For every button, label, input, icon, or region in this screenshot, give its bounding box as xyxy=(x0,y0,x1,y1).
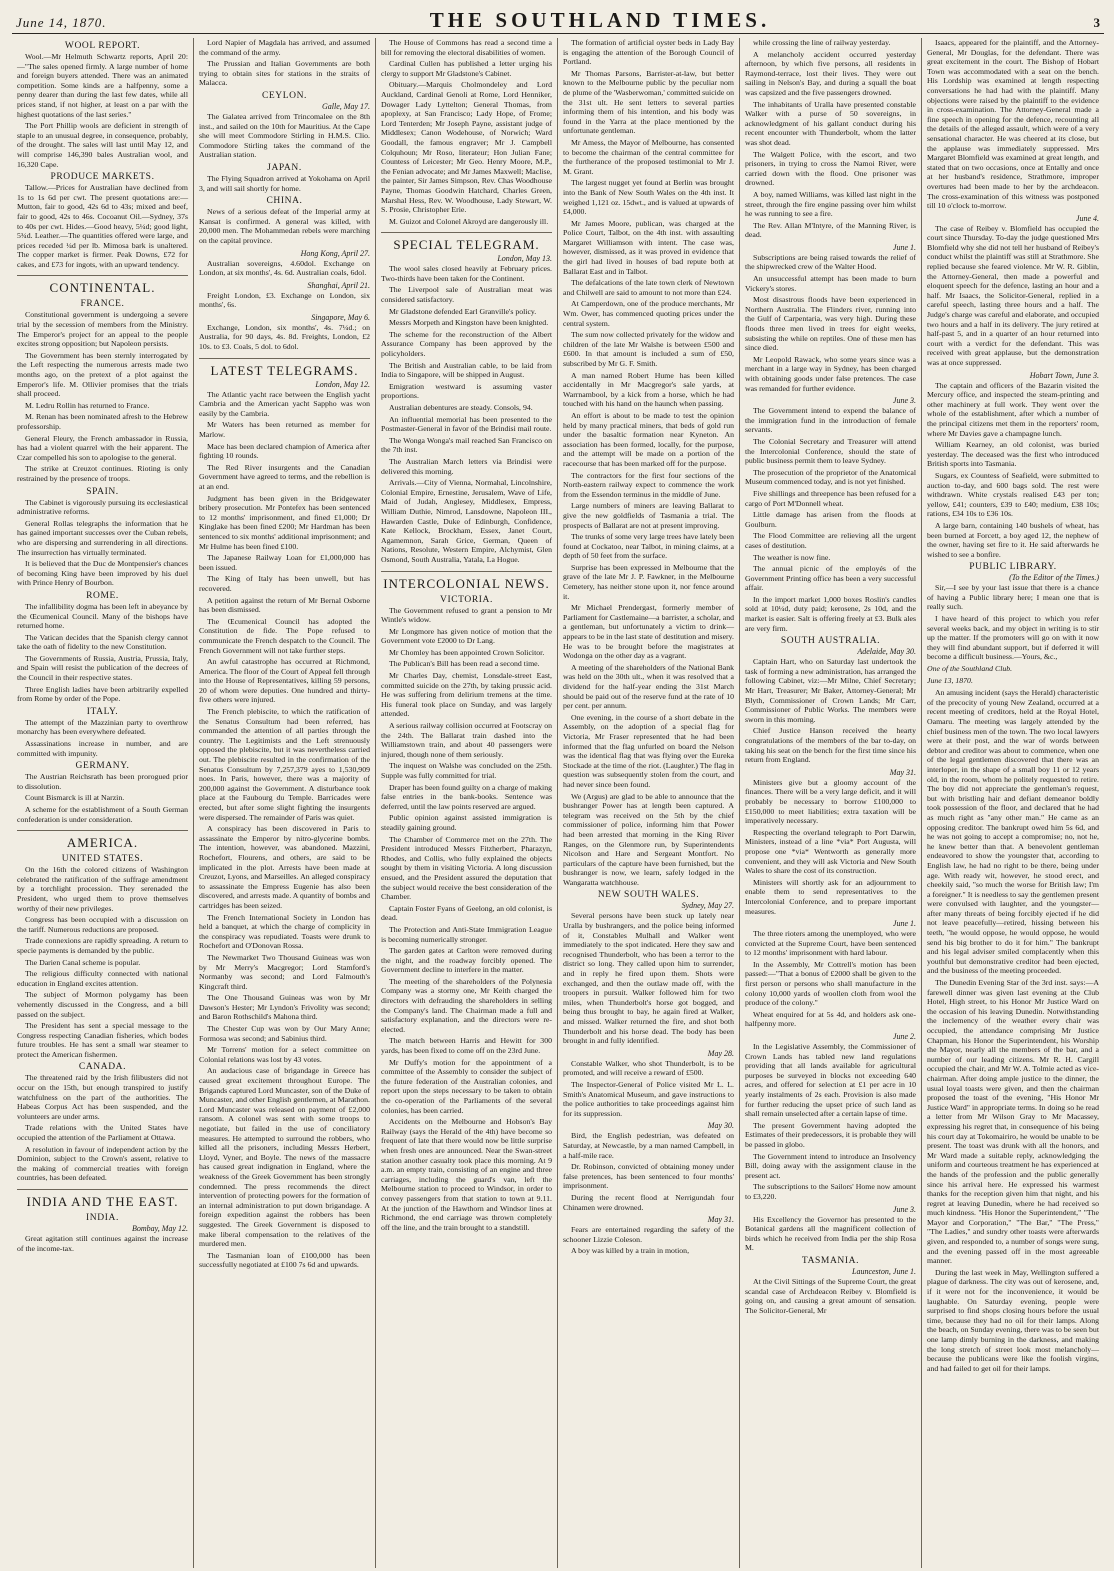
article-block xyxy=(17,707,188,758)
article-paragraph: Australian sovereigns, 4.60dol. Exchange on London, at six months', 4s. 6d. Australian coals, 6dol. xyxy=(199,258,370,278)
article-block xyxy=(17,299,188,483)
article-dateline: June 3. xyxy=(892,396,916,406)
article-paragraph: The Colonial Secretary and Treasurer will attend the Intercolonial Conference, should the state of public business permit them to leave Sydney. xyxy=(745,436,916,466)
article-heading: CANADA. xyxy=(78,1062,127,1073)
article-paragraph: A boy was killed by a train in motion, xyxy=(571,1246,690,1256)
article-paragraph: Respecting the overland telegraph to Port Darwin, Ministers, instead of a line *via* Port Augusta, will propose one *via* Wentworth as generally more convenient, and they will ask Victoria and New South Wales to share the cost of its construction. xyxy=(745,827,916,876)
article-paragraph: The Governments of Russia, Austria, Prussia, Italy, and Spain will resist the publication of the decrees of the Council in their respective states. xyxy=(17,653,188,683)
article-block xyxy=(199,163,370,193)
article-block xyxy=(381,571,552,592)
article-paragraph: Tallow.—Prices for Australian have declined from 1s to 1s 6d per cwt. The present quotations are:—Mutton, fair to good, 42s 6d to 43s; mixed and beef, fair to good, 42s to 46s. Cocoanut Oil.—Sydney, 37s to 40s per cwt. Hides.—Good heavy, 5¼d; good light, 5¾d. Leather.—The quantities offered were large, and prices receded ¼d per lb. Mimosa bark is unaltered. The copper market is firmer. Peak Downs, £72 for cakes, and £73 for ingots, with an upward tendency. xyxy=(17,183,188,269)
article-paragraph: Ministers will shortly ask for an adjournment to enable them to send representatives to the Intercolonial Conference, and to prepare important measures. xyxy=(745,877,916,916)
article-paragraph: An awful catastrophe has occurred at Richmond, America. The floor of the Court of Appeal fell through into the House of Representatives, killing 59 persons, 20 of whom were deputies. One hundred and thirty-five others were injured. xyxy=(199,657,370,705)
article-paragraph: Great agitation still continues against the increase of the income-tax. xyxy=(17,1234,188,1253)
article-dateline: Launceston, June 1. xyxy=(852,1266,916,1276)
article-paragraph: In the import market 1,000 boxes Roslin's candles sold at 10¼d, duty paid; kerosene, 2s 10d, and the market is easier. Salt is offering freely at £3. Bulk ales are very firm. xyxy=(745,594,916,633)
article-paragraph: Messrs Morpeth and Kingston have been knighted. xyxy=(389,318,549,328)
article-paragraph: Subscriptions are being raised towards the relief of the shipwrecked crew of the Walter Hood. xyxy=(745,252,916,272)
article-paragraph: During the last week in May, Wellington suffered a plague of darkness. The city was out of kerosene, and, if it were not for the inconvenience, it would be laughable. On Saturday evening, people were surprised to find shops closing hours before the usual time, because they had no oil for their lamps. Along the beach, on Sunday evening, there was to be seen but one lamp dimly burning in the darkness, and making the long stretch of street look most melancholy—because the publicans were like the foolish virgins, and had failed to get oil for their lamps. xyxy=(927,1267,1099,1373)
article-paragraph: William Kearney, an old colonist, was buried yesterday. The deceased was the first who introduced British sports into Tasmania. xyxy=(927,440,1099,469)
section-heading: CONTINENTAL. xyxy=(17,275,188,296)
article-paragraph: The Government intend to introduce an Insolvency Bill, doing away with the assignment clause in the present act. xyxy=(745,1151,916,1180)
article-paragraph: It is believed that the Duc de Montpensier's chances of becoming King have been improved by his duel with Prince Henry of Bourbon. xyxy=(17,559,188,588)
article-paragraph: A resolution in favour of independent action by the Dominion, subject to the Crown's assent, relative to the making of commercial treaties with foreign countries, has been defeated. xyxy=(17,1144,188,1183)
article-heading: ROME. xyxy=(86,590,119,601)
article-paragraph: Australian debentures are steady. Consols, 94. xyxy=(389,403,533,412)
article-paragraph: Cardinal Cullen has published a letter urging his clergy to support Mr Gladstone's Cabinet. xyxy=(381,59,552,78)
article-block xyxy=(17,830,188,851)
article-paragraph: The Flood Committee are relieving all the urgent cases of destitution. xyxy=(745,531,916,550)
article-paragraph: M. Renan has been nominated afresh to the Hebrew professorship. xyxy=(17,412,188,431)
article-paragraph: Wheat enquired for at 5s 4d, and holders ask one-halfpenny more. xyxy=(745,1009,916,1029)
article-paragraph: The Prussian and Italian Governments are both trying to obtain sites for stations in the straits of Malacca. xyxy=(199,59,370,88)
column-4 xyxy=(558,38,740,1568)
article-paragraph: The Liverpool sale of Australian meat was considered satisfactory. xyxy=(381,285,552,305)
article-heading: NEW SOUTH WALES. xyxy=(597,890,700,901)
section-heading: LATEST TELEGRAMS. xyxy=(199,358,370,379)
article-paragraph: We (Argus) are glad to be able to announce that the bushranger Power has at length been captured. A telegram was received on the 5th by the chief commissioner of police, informing him that Power had been arrested that morning in the King River Ranges, on the Glenmore run, by Superintendents Nicolson and Hare and Sergeant Montfort. No particulars of the capture have been furnished, but the bushranger is now, we learn, safely lodged in the Wangaratta watchhouse. xyxy=(563,791,734,887)
article-paragraph: The subject of Mormon polygamy has been vehemently discussed in the Congress, and a bill passed on the subject. xyxy=(17,990,188,1019)
article-paragraph: A scheme for the establishment of a South German confederation is under consideration. xyxy=(17,805,188,824)
column-1 xyxy=(12,38,194,1568)
article-paragraph: Most disastrous floods have been experienced in Northern Australia. The Flinders river, running into the Gulf of Carpentaria, was very high. During these floods three men lived in trees for eight weeks, subsisting the while on reptiles. One of these men has since died. xyxy=(745,295,916,353)
article-paragraph: The Inspector-General of Police visited Mr L. L. Smith's Anatomical Museum, and gave instructions to the police authorities to take proceedings against him for its suppression. xyxy=(563,1079,734,1118)
article-block xyxy=(745,919,916,1029)
article-block xyxy=(745,1256,916,1315)
article-paragraph: Lord Napier of Magdala has arrived, and assumed the command of the army. xyxy=(199,38,370,57)
issue-date: June 14, 1870. xyxy=(16,15,107,30)
article-paragraph: The Œcumenical Council has adopted the Constitution de fide. The Pope refused to communicate the French despatch to the Council. The French Government will not take further steps. xyxy=(199,616,370,655)
article-paragraph: while crossing the line of railway yesterday. xyxy=(753,38,891,47)
article-block xyxy=(199,281,370,310)
article-paragraph: General Rollas telegraphs the information that he has gained important successes over the Cuban rebels, who are dispersing and surrendering in all directions. The insurrection has virtually terminated. xyxy=(17,518,188,557)
article-block xyxy=(563,38,734,887)
article-paragraph: Isaacs, appeared for the plaintiff, and the Attorney-General, Mr Douglas, for the defendant. There was great excitement in the court. The Bishop of Hobart Town was accommodated with a seat on the bench. His Lordship was examined at length respecting conversations he had had with the plaintiff. Many objections were raised by the plaintiff to the evidence in cross-examination. The Attorney-General made a fine speech in opening for the defence, recounting all the details of the alleged assault, which were of a very sensational character. He was cheered at its close, but the applause was immediately suppressed. Mrs Margaret Blomfield was examined at great length, and stated that on two occasions, once at Entally and once at her husband's residence, Strathmore, improper overtures had been made to her by the archdeacon. The cross-examination of this witness was postponed till 10 o'clock to-morrow. xyxy=(927,38,1099,211)
article-paragraph: The threatened raid by the Irish filibusters did not occur on the 15th, but enough transpired to justify watchfulness on the part of the authorities. The Habeas Corpus Act has been suspended, and the volunteers are under arms. xyxy=(17,1073,188,1121)
article-dateline: Adelaide, May 30. xyxy=(857,647,916,657)
article-block xyxy=(563,1121,734,1212)
article-paragraph: The annual picnic of the employés of the Government Printing office has been a very successful affair. xyxy=(745,564,916,593)
article-paragraph: I have heard of this project to which you refer several weeks back, and my object in writing is to stir up the matter. If the promoters will go on with it now they will find abundant support, but if deferred it will become a difficult business.—Yours, &c., xyxy=(927,614,1099,662)
article-dateline: June 2. xyxy=(892,1032,916,1042)
column-2 xyxy=(194,38,376,1568)
article-block xyxy=(17,1062,188,1183)
article-paragraph: Mr James Moore, publican, was charged at the Police Court, Talbot, on the 4th inst. with assaulting Margaret Williamson with intent. The case was, however, dismissed, as it was proved in evidence that the girl had lived in houses of bad repute both at Ballarat East and in Talbot. xyxy=(563,218,734,276)
article-paragraph: Accidents on the Melbourne and Hobson's Bay Railway (says the Herald of the 4th) have become so frequent of late that there would now be little surprise when fresh ones are announced. Near the Swan-street station another casualty took place this morning. At 9 a.m. an empty train, consisting of an engine and three carriages, including the guard's van, left the Melbourne station to proceed to Windsor, in order to convey passengers from that station to town at 9.11. At the junction of the Hawthorn and Windsor lines at Richmond, the end carriage was thrown completely off the line, and the train brought to a standstill. xyxy=(381,1117,552,1232)
article-block xyxy=(563,1215,734,1256)
article-paragraph: The attempt of the Mazzinian party to overthrow monarchy has been everywhere defeated. xyxy=(17,717,188,737)
article-block xyxy=(199,196,370,245)
article-paragraph: The Austrian Reichsrath has been prorogued prior to dissolution. xyxy=(17,772,188,791)
article-paragraph: The French International Society in London has held a banquet, at which the charge of complicity in the conspiracy was repudiated. Toasts were drunk to Rochefort and O'Donovan Rossa. xyxy=(199,912,370,951)
article-dateline: Galle, May 17. xyxy=(322,101,370,111)
article-paragraph: The Chamber of Commerce met on the 27th. The President introduced Messrs Fitzherbert, Pharazyn, Rhodes, and Collis, who fully explained the objects sought by them in visiting Victoria. A long discussion ensued, and the President assured the deputation that the subject would receive the best consideration of the Chamber. xyxy=(381,834,552,902)
article-paragraph: A melancholy accident occurred yesterday afternoon, by which five persons, all residents in Raymond-terrace, lost their lives. They were out sailing in Nelson's Bay, and during a squall the boat was capsized and the five passengers drowned. xyxy=(745,49,916,97)
article-block xyxy=(745,38,916,240)
article-paragraph: The contractors for the first four sections of the North-eastern railway expect to commence the work from the Essendon terminus in the middle of June. xyxy=(563,470,734,499)
article-paragraph: Mr Charles Day, chemist, Lonsdale-street East, committed suicide on the 27th, by taking prussic acid. He was suffering from delirium tremens at the time. His funeral took place on Sunday, and was largely attended. xyxy=(381,671,552,719)
article-paragraph: The Protection and Anti-State Immigration League is becoming numerically stronger. xyxy=(381,924,552,944)
article-paragraph: Constitutional government is undergoing a severe trial by the secession of members from the Ministry. The Emperor's project for an appeal to the people excites strong opposition; but Napoleon persists. xyxy=(17,310,188,349)
article-paragraph: Three English ladies have been arbitrarily expelled from Rome by order of the Pope. xyxy=(17,684,188,704)
article-paragraph: Mr Duffy's motion for the appointment of a committee of the Assembly to consider the subject of the future federation of the Australian colonies, and report upon the steps necessary to be taken to obtain the co-operation of the Parliaments of the several colonies, has been carried. xyxy=(381,1057,552,1115)
article-paragraph: Obituary.—Marquis Cholmondeley and Lord Auckland, Cardinal Genoli at Rome, Lord Henniker, Dowager Lady Lyttelton; General Thomas, from apoplexy, at San Francisco; Lady Hope, of Frome; Lord Tenterden; Mr Joseph Payne, assistant judge of Middlesex; Canon Wodehouse, of Norwich; Ward Goodall, the famous engraver; Mr J. Campbell Colquhoun; Mr Roso, literateur; Hon Julian Fane; Countess of Leicester; Mr Geo. Henry Moore, M.P., the Fenian advocate; and Mr James Maxwell; Maclise, the painter, Sir James Simpson, Rev. Chas Woodhouse Payne, Thomas Goodwin Hatchard, Charles Green, Marshal Hess, Rev. W. Woodhouse, Lady Stewart, W. S. Prosie, Christopher Erie. xyxy=(381,80,552,215)
article-heading: SOUTH AUSTRALIA. xyxy=(780,636,881,647)
article-block xyxy=(17,41,188,169)
article-paragraph: At the Civil Sittings of the Supreme Court, the great scandal case of Archdeacon Reibey v. Blomfield is going on, and causing a great amount of sensation. The Solicitor-General, Mr xyxy=(745,1276,916,1315)
article-paragraph: The Port Phillip wools are deficient in strength of staple to an unusual degree, in consequence, probably, of the drought. The sales will last until May 12, and will comprise 146,390 bales Australian wool, and 16,320 Cape. xyxy=(17,121,188,169)
article-paragraph: The wool sales closed heavily at February prices. Two-thirds have been taken for the Continent. xyxy=(381,264,552,283)
article-block xyxy=(745,636,916,765)
article-paragraph: The Vatican decides that the Spanish clergy cannot take the oath of fidelity to the new Constitution. xyxy=(17,632,188,652)
article-paragraph: Captain Foster Fyans of Geelong, an old colonist, is dead. xyxy=(381,903,552,923)
article-block xyxy=(381,232,552,564)
article-paragraph: Freight London, £3. Exchange on London, six months', 6s. xyxy=(199,290,370,310)
article-paragraph: In the Assembly, Mr Cottrell's motion has been passed:—"That a bonus of £2000 shall be given to the first person or persons who shall manufacture in the colony 10,000 yards of woollen cloth from wool the produce of the colony." xyxy=(745,959,916,1008)
article-heading: UNITED STATES. xyxy=(61,854,144,865)
article-paragraph: Mr Longmore has given notice of motion that the Government vote £2000 to Dr Lang. xyxy=(381,626,552,646)
article-paragraph: The British and Australian cable, to be laid from India to Singapore, will be shipped in August. xyxy=(381,360,552,380)
article-paragraph: An influential memorial has been presented to the Postmaster-General in favor of the Brindisi mail route. xyxy=(381,414,552,434)
article-block xyxy=(199,249,370,278)
article-paragraph: The Japanese Railway Loan for £1,000,000 has been issued. xyxy=(199,553,370,572)
article-paragraph: The Flying Squadron arrived at Yokohama on April 3, and will sail shortly for home. xyxy=(199,173,370,193)
article-paragraph: News of a serious defeat of the Imperial army at Kansat is confirmed. A general was killed, with 20,000 men. The Mohammedan rebels were marching on the capital province. xyxy=(199,207,370,245)
article-paragraph: The Australian March letters via Brindisi were delivered this morning. xyxy=(381,456,552,476)
article-block xyxy=(927,688,1099,1373)
article-block xyxy=(745,1205,916,1253)
article-paragraph: In the Legislative Assembly, the Commissioner of Crown Lands has tabled new land regulations providing that all lands available for agricultural purposes be surveyed in blocks not exceeding 640 acres, and offered for selection at £1 per acre in 10 yearly instalments of 2s each. Provision is also made for further reducing the upset price of such land as shall remain unselected after a certain lapse of time. xyxy=(745,1042,916,1119)
article-block xyxy=(745,768,916,916)
article-paragraph: The Dunedin Evening Star of the 3rd inst. says:—A farewell dinner was given last evening at the Club Hotel, High street, to his Honor Mr Justice Ward on the occasion of his leaving Dunedin. Notwithstanding the inclemency of the weather every chair was occupied, the attendance comprising Mr Justice Chapman, his Honor the Superintendent, his Worship the Mayor, nearly all the members of the bar, and a number of our leading citizens. Mr R. H. Cargill occupied the chair, and Mr W. A. Tolmie acted as vice-chairman. After doing ample justice to the dinner, the usual loyal toasts were given, and then the chairman proposed the toast of the evening, "His Honor Mr Justice Ward" in appropriate terms. In doing so he read a letter from Mr Wilson Gray to Mr Macassey, expressing his regret that, in consequence of his being his court day at Tokomairiro, he would be unable to be present. The toast was drunk with all the honors, and Mr Ward made a suitable reply, acknowledging the uniform and courteous treatment he has experienced at the hands of the profession and the public generally since his arrival here. He expressed his warmest thanks for the reception given him that night, and his regret at leaving Dunedin, where he had received so much kindness. "His Honor the Superintendent," "The Mayor and Corporation," "The Bar," "The Press," "The Ladies," and sundry other toasts were afterwards given, and responded to, a number of songs were sung, and the evening passed off in the most agreeable manner. xyxy=(927,978,1099,1266)
article-paragraph: One evening, in the course of a short debate in the Assembly, on the adoption of a special flag for Victoria, Mr Fraser represented that he had been informed that the flag unfurled on board the Nelson was the identical flag that was flying over the Eureka Stockade at the time of the riot. (Laughter.) The flag in question was subsequently stolen from the court, and had never since been found. xyxy=(563,712,734,789)
article-block xyxy=(927,214,1099,368)
article-paragraph: On the 16th the colored citizens of Washington celebrated the ratification of the suffrage amendment by a torchlight procession. They serenaded the President, who urged them to prove themselves worthy of their new privileges. xyxy=(17,865,188,913)
article-paragraph: The Government intend to expend the balance of the immigration fund in the introduction of female servants. xyxy=(745,406,916,435)
article-paragraph: Mr Thomas Parsons, Barrister-at-law, but better known to the Melbourne public by the peculiar nom de plume of the 'Wasberwoman,' committed suicide on the 31st ult. He sent letters to several parties informing them of his intention, and his body was found in the Yarra at the place mentioned by the unfortunate gentleman. xyxy=(563,68,734,136)
article-paragraph: The largest nugget yet found at Berlin was brought into the Bank of New South Wales on the 4th inst. It weighed 1,121 oz. 15dwt., and is valued at upwards of £4,000. xyxy=(563,178,734,217)
article-paragraph: The inquest on Walshe was concluded on the 25th. Supple was fully committed for trial. xyxy=(381,761,552,780)
article-paragraph: The Cabinet is vigorously pursuing its ecclesiastical administrative reforms. xyxy=(17,497,188,517)
article-paragraph: The prosecution of the proprietor of the Anatomical Museum commenced today, and is not yet finished. xyxy=(745,467,916,487)
article-dateline: Hobart Town, June 3. xyxy=(1029,370,1099,380)
article-paragraph: The weather is now fine. xyxy=(753,552,831,562)
article-block xyxy=(199,91,370,160)
column-3 xyxy=(376,38,558,1568)
article-heading: CHINA. xyxy=(266,196,303,207)
article-paragraph: The House of Commons has read a second time a bill for removing the electoral disabilities of women. xyxy=(381,38,552,57)
article-dateline: June 1. xyxy=(892,242,916,252)
article-paragraph: The One Thousand Guineas was won by Mr Dawson's Hester; Mr Lyndon's Frivolity was second; and Baron Rothschild's Mahona third. xyxy=(199,993,370,1022)
article-paragraph: Surprise has been expressed in Melbourne that the grave of the late Mr J. P. Fawkner, in the Melbourne Cemetery, has neither stone upon it, nor fence around it. xyxy=(563,562,734,601)
article-paragraph: The Chester Cup was won by Our Mary Anne; Formosa was second; and Sabinius third. xyxy=(199,1024,370,1043)
article-paragraph: Wool.—Mr Helmuth Schwartz reports, April 20:—"The sales opened firmly. A large number of home and foreign buyers attended. There was an animated competition. Some kinds are a halfpenny, some a penny dearer than during the last few dates, while all prices stand, if not higher, at least on a par with the highest quotations of the last series." xyxy=(17,52,188,119)
article-block xyxy=(17,1213,188,1253)
article-block xyxy=(563,890,734,1045)
article-block xyxy=(199,358,370,1270)
article-block xyxy=(17,761,188,824)
article-paragraph: The inhabitants of Uralla have presented constable Walker with a purse of 50 sovereigns, in acknowledgment of his gallant conduct during his recent encounter with Thunderbolt, whom the latter was shot dead. xyxy=(745,99,916,147)
article-block xyxy=(563,1049,734,1119)
article-paragraph: The match between Harris and Hewitt for 300 yards, has been fixed to come off on the 23rd June. xyxy=(381,1036,552,1056)
article-paragraph: Several persons have been stuck up lately near Uralla by bushrangers, and the police being informed of it, Constables Mulhall and Walker went immediately to the spot indicated. Here they saw and recognised Thunderbolt, who has been a terror to the district so long. They called upon him to surrender, and in reply he fired upon them. Shots were exchanged, and then the outlaw made off, with the troopers in pursuit. Walker followed him for two miles, when Thunderbolt's horse got bogged, and being thus brought to bay, he again fired at Walker, and missed. Walker returned the fire, and shot both Thunderbolt and his horse dead. The body has been brought in and fully identified. xyxy=(563,911,734,1046)
article-paragraph: The Publican's Bill has been read a second time. xyxy=(389,659,540,669)
article-paragraph: During the recent flood at Nerrigundah four Chinamen were drowned. xyxy=(563,1192,734,1212)
article-paragraph: Captain Hart, who on Saturday last undertook the task of forming a new administration, has arranged the following Cabinet, viz:—Mr Milne, Chief Secretary; Mr Hart, Treasurer; Mr Baker, Attorney-General; Mr Blyth, Commissioner of Crown Lands; Mr Carr, Commissioner of Public Works. The members were sworn in this morning. xyxy=(745,657,916,724)
article-paragraph: Public opinion against assisted immigration is steadily gaining ground. xyxy=(381,813,552,832)
article-paragraph: Arrivals.—City of Vienna, Normahal, Lincolnshire, Colonial Empire, Ernestine, Jerusalem, Wave of Life, Maid of Judah, Anglesey, Middlesex, Empress, William Duthie, Nimrod, Lansdowne, Napoleon III., Hawarden Castle, Duke of Edinburgh, Confidence, Kate Kellock, Brockham, Essex, Janet Court, Agamemnon, Sarah Grice, German, Queen of Nations, Resolute, Western Empire, Alchymist, Glen Osmond, South Australia, Yatala, La Hogue. xyxy=(381,478,552,564)
article-dateline: May 31. xyxy=(707,1215,734,1225)
article-block xyxy=(17,172,188,269)
article-paragraph: The garden gates at Carlton were removed during the night, and the roadway forcibly opened. The Government decline to interfere in the matter. xyxy=(381,946,552,975)
article-paragraph: A meeting of the shareholders of the National Bank was held on the 30th ult., when it was resolved that a dividend for the half-year ending the 31st March should be paid out of the reserve fund at the rate of 10 per cent. per annum. xyxy=(563,662,734,711)
article-paragraph: An audacious case of brigandage in Greece has caused great excitement throughout Europe. The Brigands captured Lord Muncaster, son of the Duke of Muncaster, and other English gentlemen, at Marathon. Lord Muncaster was released on payment of £2,000 ransom. A colonel was sent with some troops to negotiate, but failed in the use of conciliatory measures. He attempted to surround the robbers, who killed all the prisoners, including Messrs Herbert, Lloyd, Vyner, and Boyle. The news of the massacre has caused great indignation in England, where the weakness of the Greek Government has been strongly condemned. The press recommends the direct intervention of protecting powers for the formation of an internal administration to put down brigandage. A foreign expedition against the robbers has been suggested. The Greek Government is disposed to make liberal compensation to the relatives of the murdered men. xyxy=(199,1066,370,1249)
letter-signature: One of the Southland Club. xyxy=(927,664,1013,674)
article-paragraph: The sum now collected privately for the widow and children of the late Mr Walshe is between £500 and £600. In that amount is included a sum of £50, subscribed by Mr G. F. Smith. xyxy=(563,330,734,368)
article-block xyxy=(199,38,370,88)
article-paragraph: An unsuccessful attempt has been made to burn Vickery's stores. xyxy=(745,274,916,293)
article-paragraph: Emigration westward is assuming vaster proportions. xyxy=(381,381,552,401)
article-paragraph: The Walgett Police, with the escort, and two prisoners, in trying to cross the Namoi River, were carried down with the flood. One prisoner was drowned. xyxy=(745,149,916,188)
article-dateline: Singapore, May 6. xyxy=(311,312,370,322)
article-paragraph: Assassinations increase in number, and are committed with impunity. xyxy=(17,739,188,758)
article-block xyxy=(745,1032,916,1202)
article-block xyxy=(927,38,1099,211)
article-paragraph: The defalcations of the late town clerk of Newtown and Chilwell are said to amount to not more than £24. xyxy=(563,278,734,297)
article-dateline: May 30. xyxy=(707,1121,734,1131)
article-paragraph: The Tasmanian loan of £100,000 has been successfully negotiated at £100 7s 6d and upwards. xyxy=(199,1250,370,1270)
article-paragraph: Chief Justice Hanson received the hearty congratulations of the members of the bar to-day, on taking his seat on the bench for the first time since his return from England. xyxy=(745,726,916,765)
article-heading: TASMANIA. xyxy=(801,1255,860,1266)
article-block xyxy=(17,591,188,704)
column-grid xyxy=(12,38,1104,1568)
article-heading: ITALY. xyxy=(86,706,119,717)
article-paragraph: Sir,—I see by your last issue that there is a chance of having a Public library here; I mean one that is really such. xyxy=(927,583,1099,612)
article-heading: JAPAN. xyxy=(267,162,302,173)
article-paragraph: Sugars, ex Countess of Seafield, were submitted to auction to-day, and 600 bags sold. The rest were withdrawn. White crystals realised £43 per ton; yellow, £41; counters, £39 to £40; medium, £38 10s; rations, £34 10s to £36 10s. xyxy=(927,470,1099,519)
article-paragraph: Mr Leopold Rawack, who some years since was a merchant in a large way in Sydney, has been charged with obtaining goods under false pretences. The case was remanded for further evidence. xyxy=(745,354,916,393)
article-paragraph: The formation of artificial oyster beds in Lady Bay is engaging the attention of the Borough Council of Portland. xyxy=(563,38,734,67)
article-paragraph: The present Government having adopted the Estimates of their predecessors, it is probable they will be passed in globo. xyxy=(745,1120,916,1149)
article-paragraph: The Darien Canal scheme is popular. xyxy=(25,957,141,967)
column-6 xyxy=(922,38,1104,1568)
article-paragraph: A man named Robert Hume has been killed accidentally in Mr Macgregor's sale yards, at Warrnambool, by a kick from a horse, which he had touched with his hand on the haunch when passing. xyxy=(563,370,734,409)
article-paragraph: A large barn, containing 140 bushels of wheat, has been burned at Forcett, a boy aged 12, the nephew of the owner, having set fire to it. He said afterwards he wished to see a bonfire. xyxy=(927,520,1099,559)
article-paragraph: Draper has been found guilty on a charge of making false entries in the bank-books. Sentence was deferred, until the law points reserved are argued. xyxy=(381,782,552,811)
article-paragraph: Ministers give but a gloomy account of the finances. There will be a very large deficit, and it will probably be necessary to borrow £100,000 to £150,000 to meet liabilities; extra taxation will be imperatively necessary. xyxy=(745,777,916,826)
article-paragraph: The Government refused to grant a pension to Mr Wintle's widow. xyxy=(381,605,552,625)
article-paragraph: General Fleury, the French ambassador in Russia, has had a violent quarrel with the heir apparent. The Czar compelled his son to apologise to the general. xyxy=(17,433,188,462)
article-block xyxy=(17,275,188,296)
article-block xyxy=(17,487,188,588)
article-block xyxy=(381,595,552,1233)
letter-date: June 13, 1870. xyxy=(927,675,973,685)
article-paragraph: Congress has been occupied with a discussion on the tariff. Numerous reductions are proposed. xyxy=(17,915,188,934)
article-paragraph: The President has sent a special message to the Congress respecting Canadian fisheries, which bodes future troubles. He has sent a small war steamer to protect the American fishermen. xyxy=(17,1021,188,1059)
article-paragraph: The Wonga Wonga's mail reached San Francisco on the 7th inst. xyxy=(381,435,552,455)
article-paragraph: Dr. Robinson, convicted of obtaining money under false pretences, has been sentenced to four months' imprisonment. xyxy=(563,1162,734,1191)
article-paragraph: Large numbers of miners are leaving Ballarat to give the new goldfields of Tasmania a trial. The prospects of Ballarat are not at present improving. xyxy=(563,501,734,530)
article-dateline: Sydney, May 27. xyxy=(681,901,734,911)
article-subheading: (To the Editor of the Times.) xyxy=(1009,573,1099,583)
article-dateline: May 28. xyxy=(707,1048,734,1058)
article-paragraph: Judgment has been given in the Bridgewater bribery prosecution. Mr Pontefex has been sentenced to 12 months' imprisonment, and fined £1,000; Dr Kinglake has been fined £200; Mr Hardman has been sentenced to six months' additional imprisonment; and Mr Hulme has been fined £100. xyxy=(199,493,370,551)
article-dateline: Hong Kong, April 27. xyxy=(300,248,370,258)
article-heading: SPAIN. xyxy=(86,486,119,497)
page-number: 3 xyxy=(1093,15,1100,30)
section-heading: INDIA AND THE EAST. xyxy=(17,1189,188,1210)
article-paragraph: The Government has been sternly interrogated by the Left respecting the numerous arrests made two months ago, on the pretext of a plot against the Emperor's life. M. Ollivier promises that the trials shall proceed. xyxy=(17,350,188,399)
article-block xyxy=(745,396,916,633)
article-dateline: London, May 13. xyxy=(497,254,552,264)
article-paragraph: The strike at Creuzot continues. Rioting is only restrained by the presence of troops. xyxy=(17,464,188,483)
article-paragraph: Mr Chomley has been appointed Crown Solicitor. xyxy=(389,647,545,657)
article-paragraph: A boy, named Williams, was killed last night in the street, through the fire engine passing over him whilst he was running to see a fire. xyxy=(745,189,916,219)
article-dateline: London, May 12. xyxy=(315,379,370,389)
article-paragraph: An effort is about to be made to test the opinion held by many practical miners, that beds of gold run under the basaltic formation near Kyneton. An association has been formed, locally, for the purpose, and the attempt will be made on a portion of the racecourse that has been marked off for the purpose. xyxy=(563,410,734,468)
article-block xyxy=(199,313,370,352)
article-paragraph: Mr Amess, the Mayor of Melbourne, has consented to become the chairman of the central committee for the furtherance of the proposed testimonial to Mr J. M. Grant. xyxy=(563,137,734,176)
section-heading: SPECIAL TELEGRAM. xyxy=(381,232,552,253)
article-dateline: June 4. xyxy=(1075,213,1099,223)
article-paragraph: The Red River insurgents and the Canadian Government have agreed to terms, and the rebellion is at an end. xyxy=(199,462,370,491)
article-heading: FRANCE. xyxy=(80,299,125,310)
section-heading: INTERCOLONIAL NEWS. xyxy=(381,571,552,592)
article-paragraph: M. Guizot and Colonel Akroyd are dangerously ill. xyxy=(389,216,549,226)
article-heading: VICTORIA. xyxy=(440,594,493,605)
article-paragraph: The case of Reibey v. Blomfield has occupied the court since Thursday. To-day the judge questioned Mrs Blomfield why she did not tell her husband of Reibey's conduct whilst the plaintiff was still at Strathmore. She replied because she feared violence. Mr W. R. Giblin, the Attorney-General, then made a powerful and eloquent speech for the defence, lasting an hour and a half. Mr Isaacs, the Solicitor-General, replied in a careful speech, lasting three hours and a half. The Judge's charge was careful and elaborate, and occupied two hours and a half in its delivery. The jury retired at half-past 5, and in a quarter of an hour returned into court with a verdict for the defendant. This was received with great applause, but the demonstration was at once suppressed. xyxy=(927,223,1099,367)
article-paragraph: The infallibility dogma has been left in abeyance by the Œcumenical Council. Many of the bishops have returned home. xyxy=(17,601,188,631)
article-heading: GERMANY. xyxy=(75,761,130,772)
article-paragraph: Five shillings and threepence has been refused for a cargo of Port M'Donnell wheat. xyxy=(745,488,916,508)
section-heading: AMERICA. xyxy=(17,830,188,851)
article-block xyxy=(927,562,1099,685)
masthead xyxy=(12,8,1104,34)
newspaper-title: THE SOUTHLAND TIMES. xyxy=(429,8,771,32)
article-block xyxy=(17,1189,188,1210)
article-paragraph: Mr Gladstone defended Earl Granville's policy. xyxy=(389,306,537,316)
article-paragraph: Trade connexions are rapidly spreading. A return to specie payments is demanded by the public. xyxy=(17,936,188,955)
article-paragraph: Count Bismarck is ill at Narzin. xyxy=(25,793,125,803)
article-paragraph: At Camperdown, one of the produce merchants, Mr Wm. Ower, has commenced quoting prices under the central system. xyxy=(563,299,734,328)
article-paragraph: The trunks of some very large trees have lately been found at Cockatoo, near Talbot, in mining claims, at a depth of 50 feet from the surface. xyxy=(563,532,734,561)
article-paragraph: An amusing incident (says the Herald) characteristic of the precocity of young New Zealand, occurred at a recent meeting of creditors, held at the Royal Hotel, Oamaru. The meeting was largely attended by the chief business men of the town. The two local lawyers were at their post, and the war of words between debtor and creditor was about to commence, when one of the legal gentlemen discovered that there was an interloper, in the shape of a small boy 11 or 12 years old, in the room, whom he politely requested to retire. The boy did not appreciate the gentleman's request, but with bristling hair and defiant demeanor boldly took possession of the floor, and declared that he had as much right as "any other man." He came as an opposing creditor. The bankrupt owed him 5s 6d, and he was not going to accept a compromise; no, not he, he knew better than that. A benevolent gentleman endeavored to show the youngster that, according to English law, he had no right to be there, being under age. With ready wit, however, he stood erect, and cheekily said, "so much the worse for British law; I'm a foreigner." It is needless to say the gentlemen present were convulsed with laughter, and the youngster—after many threats of being forcibly ejected if he did not leave peacefully—retired, hissing between his teeth, "he would oppose, he would oppose, he would send his big brother to do it for him." The bankrupt and his legal adviser smiled complacently when this youthful but demonstrative creditor had been ejected, and the business of the meeting proceeded. xyxy=(927,688,1099,976)
article-heading: PUBLIC LIBRARY. xyxy=(969,562,1057,573)
article-paragraph: The three rioters among the unemployed, who were convicted at the Supreme Court, have been sentenced to 12 months' imprisonment with hard labour. xyxy=(745,929,916,958)
article-paragraph: Trade relations with the United States have occupied the attention of the Parliament at Ottawa. xyxy=(17,1123,188,1143)
article-paragraph: The religious difficulty connected with national education in England excites attention. xyxy=(17,969,188,988)
article-heading: PRODUCE MARKETS. xyxy=(50,172,155,183)
article-block xyxy=(745,243,916,393)
article-paragraph: Mace has been declared champion of America after fighting 10 rounds. xyxy=(199,441,370,461)
article-paragraph: His Excellency the Governor has presented to the Botanical gardens all the magnificent collection of birds which he received from India per the ship Rosa M. xyxy=(745,1214,916,1253)
article-paragraph: A conspiracy has been discovered in Paris to assassinate the Emperor by nitro-glycerine bombs. The intention, however, was abandoned. Mazzini, Rochefort, Flourens, and others, are said to be implicated in the plot. Arrests have been made at Creuzot, Lyons, and Marseilles. An alleged conspiracy to assassinate the Empress Eugenie has also been discovered, and arrests made. A quantity of bombs and cartridges has been seized. xyxy=(199,824,370,910)
article-heading: WOOL REPORT. xyxy=(64,41,141,51)
article-paragraph: A petition against the return of Mr Bernal Osborne has been dismissed. xyxy=(199,595,370,615)
article-paragraph: The meeting of the shareholders of the Polynesia Company was a stormy one, Mr Keith charged the directors with defrauding the shareholders in selling the Company's land. The Chairman made a full and satisfactory explanation, and the directors were re-elected. xyxy=(381,976,552,1034)
article-dateline: May 31. xyxy=(889,767,916,777)
article-paragraph: The King of Italy has been unwell, but has recovered. xyxy=(199,574,370,593)
article-paragraph: The captain and officers of the Bazarin visited the Mercury office, and inspected the steam-printing and other machinery at full work. They went over the whole of the establishment, after which a number of the principal citizens met them in the reporters' room, where Mr Davies gave a champagne lunch. xyxy=(927,380,1099,438)
article-paragraph: Mr Michael Prendergast, formerly member of Parliament for Castlemaine—a barrister, a scholar, and a gentleman, but unfortunately a victim to drink—appears to be in the last state of destitution and misery. He was to be brought before the magistrates at Wodonga on the other day as a vagrant. xyxy=(563,603,734,661)
article-heading: INDIA. xyxy=(86,1213,119,1223)
article-paragraph: Little damage has arisen from the floods at Goulburn. xyxy=(745,510,916,529)
article-block xyxy=(927,371,1099,560)
article-block xyxy=(381,38,552,226)
article-paragraph: The subscriptions to the Sailors' Home now amount to £3,220. xyxy=(745,1182,916,1201)
article-paragraph: The French plebiscite, to which the ratification of the Senatus Consultum had been referred, has commanded the attention of all parties through the country. The Legitimists and the Left strenuously opposed the plebiscite, but it was nevertheless carried out. The plebiscite resulted in the confirmation of the Senatus Consultum by 7,257,379 ayes to 1,530,909 noes. In Paris, however, there was a majority of 200,000 against the Government. A disturbance took place at the Faubourg du Temple. Barricades were erected, but after some slight fighting the insurgents were dispersed. The remainder of Paris was quiet. xyxy=(199,707,370,822)
article-dateline: Shanghai, April 21. xyxy=(307,280,370,290)
article-heading: CEYLON. xyxy=(261,90,308,101)
article-paragraph: Constable Walker, who shot Thunderbolt, is to be promoted, and will receive a reward of £500. xyxy=(563,1058,734,1078)
article-dateline: June 1. xyxy=(892,919,916,929)
article-paragraph: Fears are entertained regarding the safety of the schooner Lizzie Coleson. xyxy=(563,1225,734,1244)
article-paragraph: Mr Waters has been returned as member for Marlow. xyxy=(199,420,370,440)
article-paragraph: The Galatea arrived from Trincomalee on the 8th inst., and sailed on the 10th for Mauritius. At the Cape she will meet Commodore Stirling in H.M.S. Clio. Commodore Stirling takes the command of the Australian station. xyxy=(199,111,370,160)
article-paragraph: Bird, the English pedestrian, was defeated on Saturday, at Newcastle, by a man named Campbell, in a half-mile race. xyxy=(563,1131,734,1160)
article-block xyxy=(17,854,188,1059)
article-paragraph: The Atlantic yacht race between the English yacht Cambria and the American yacht Sappho was won easily by the Cambria. xyxy=(199,389,370,418)
column-5 xyxy=(740,38,922,1568)
article-paragraph: The Rev. Allan M'Intyre, of the Manning River, is dead. xyxy=(745,220,916,240)
article-paragraph: The scheme for the reconstruction of the Albert Assurance Company has been approved by the policyholders. xyxy=(381,329,552,359)
article-paragraph: A serious railway collision occurred at Footscray on the 24th. The Ballarat train dashed into the Williamstown train, and about 40 passengers were injured, though none of them seriously. xyxy=(381,721,552,759)
article-paragraph: Mr Torrens' motion for a select committee on Colonial relations was lost by 43 votes. xyxy=(199,1045,370,1064)
article-paragraph: Exchange, London, six months', 4s. 7¼d.; on Australia, for 90 days, 4s. 8d. Freights, London, £2 10s. to £3. Coals, 5 dol. to 6dol. xyxy=(199,322,370,352)
article-dateline: June 3. xyxy=(892,1204,916,1214)
article-dateline: Bombay, May 12. xyxy=(132,1224,188,1233)
article-paragraph: M. Ledru Rollin has returned to France. xyxy=(25,400,150,410)
article-paragraph: The Newmarket Two Thousand Guineas was won by Mr Merry's Macgregor; Lord Stamford's Normanby was second; and Lord Falmouth's Kingcraft third. xyxy=(199,952,370,991)
